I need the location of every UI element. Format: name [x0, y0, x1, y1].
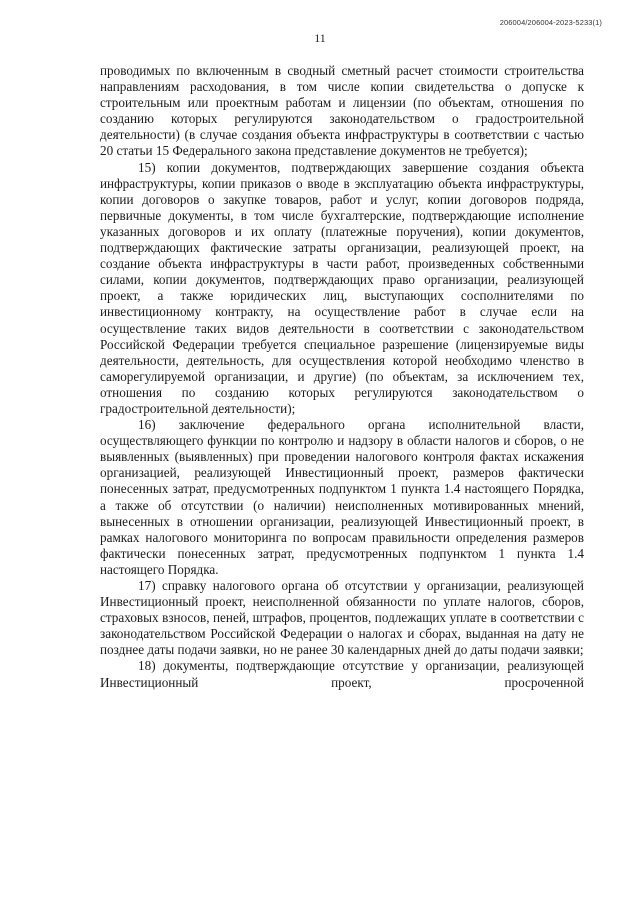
- paragraph-item-18: 18) документы, подтверждающие отсутствие у организации, реализующей Инвестиционный проект, просроченной: [100, 658, 584, 690]
- page-number: 11: [314, 31, 326, 45]
- paragraph-item-17: 17) справку налогового органа об отсутствии у организации, реализующей Инвестиционный проект, неисполненной обязанности по уплате налогов, сборов, страховых взносов, пеней, штрафов, процентов, подлежащих уплате в соответствии с законодательством Российской Федерации о налогах и сборах, выданная на дату не позднее даты подачи заявки, но не ранее 30 календарных дней до даты подачи заявки;: [100, 578, 584, 658]
- paragraph-continuation: проводимых по включенным в сводный сметный расчет стоимости строительства направлениям расходования, в том числе копии свидетельства о допуске к строительным или проектным работам и лицензии (по объектам, отношения по созданию которых регулируются законодательством о градостроительной деятельности) (в случае создания объекта инфраструктуры в соответствии с частью 20 статьи 15 Федерального закона представление документов не требуется);: [100, 63, 584, 159]
- document-id: 206004/206004-2023-5233(1): [499, 18, 602, 27]
- paragraph-item-16: 16) заключение федерального органа исполнительной власти, осуществляющего функции по контролю и надзору в области налогов и сборов, о не выявленных (выявленных) при проведении налогового контроля фактах искажения организацией, реализующей Инвестиционный проект, размеров фактически понесенных затрат, предусмотренных подпунктом 1 пункта 1.4 настоящего Порядка, а также об отсутствии (о наличии) неисполненных мотивированных мнений, вынесенных в отношении организации, реализующей Инвестиционный проект, в рамках налогового мониторинга по вопросам правильности определения размеров фактически понесенных затрат, предусмотренных подпунктом 1 пункта 1.4 настоящего Порядка.: [100, 417, 584, 577]
- paragraph-item-15: 15) копии документов, подтверждающих завершение создания объекта инфраструктуры, копии приказов о вводе в эксплуатацию объекта инфраструктуры, копии договоров о закупке товаров, работ и услуг, копии договоров подряда, первичные документы, в том числе бухгалтерские, подтверждающие исполнение указанных договоров и их оплату (платежные поручения), копии документов, подтверждающих фактические затраты организации, реализующей проект, на создание объекта инфраструктуры в части работ, произведенных собственными силами, копии документов, подтверждающих право организации, реализующей проект, а также юридических лиц, выступающих сосполнителями по инвестиционному контракту, на осуществление работ в случае если на осуществление таких видов деятельности в соответствии с законодательством Российской Федерации требуется специальное разрешение (лицензируемые виды деятельности, деятельность, для осуществления которой необходимо членство в саморегулируемой организации, и другие) (по объектам, за исключением тех, отношения по созданию которых регулируются законодательством о градостроительной деятельности);: [100, 159, 584, 416]
- document-body: [100, 63, 584, 691]
